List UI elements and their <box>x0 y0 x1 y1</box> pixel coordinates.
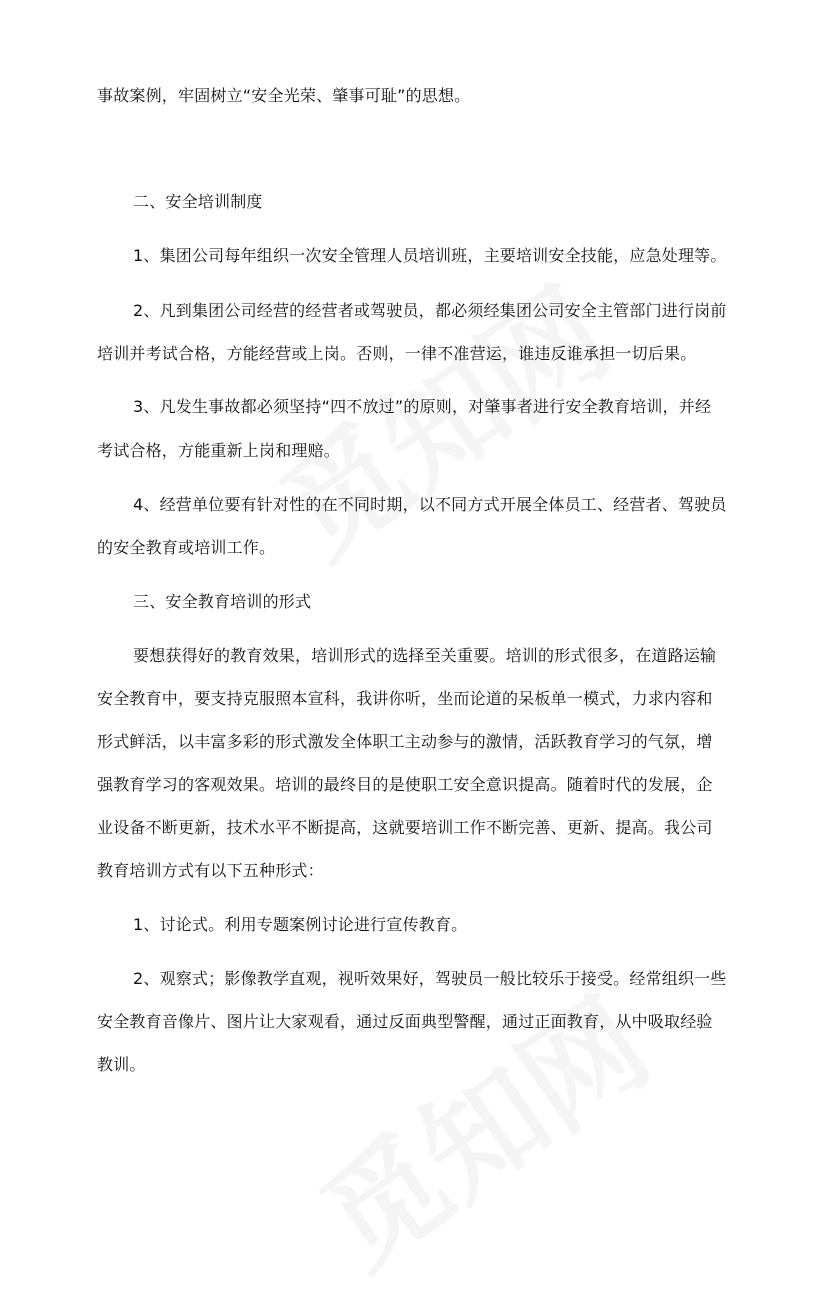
text-line: 事故案例，牢固树立“安全光荣、肇事可耻”的思想。 <box>97 86 471 105</box>
text-line: 要想获得好的教育效果，培训形式的选择至关重要。培训的形式很多，在道路运输 <box>133 646 717 665</box>
text-line: 的安全教育或培训工作。 <box>97 538 276 557</box>
text-line: 安全教育音像片、图片让大家观看，通过反面典型警醒，通过正面教育，从中吸取经验 <box>97 1012 713 1031</box>
text-line: 培训并考试合格，方能经营或上岗。否则，一律不准营运，谁违反谁承担一切后果。 <box>97 344 697 363</box>
text-line: 1、讨论式。利用专题案例讨论进行宣传教育。 <box>133 915 468 934</box>
text-line: 考试合格，方能重新上岗和理赔。 <box>97 441 341 460</box>
watermark <box>283 952 677 1299</box>
text-line: 形式鲜活，以丰富多彩的形式激发全体职工主动参与的激情，活跃教育学习的气氛，增 <box>97 732 713 751</box>
text-line: 3、凡发生事故都必须坚持“四不放过”的原则，对肇事者进行安全教育培训，并经 <box>133 397 712 416</box>
text-line: 4、经营单位要有针对性的在不同时期，以不同方式开展全体员工、经营者、驾驶员 <box>133 495 727 514</box>
text-line: 教育培训方式有以下五种形式： <box>97 861 324 880</box>
text-line: 2、凡到集团公司经营的经营者或驾驶员，都必须经集团公司安全主管部门进行岗前 <box>133 301 727 320</box>
section-heading: 二、安全培训制度 <box>133 192 263 211</box>
text-line: 2、观察式；影像教学直观，视听效果好，驾驶员一般比较乐于接受。经常组织一些 <box>133 969 727 988</box>
text-line: 强教育学习的客观效果。培训的最终目的是使职工安全意识提高。随着时代的发展，企 <box>97 775 713 794</box>
section-heading: 三、安全教育培训的形式 <box>133 592 312 611</box>
text-line: 业设备不断更新，技术水平不断提高，这就要培训工作不断完善、更新、提高。我公司 <box>97 818 713 837</box>
text-line: 安全教育中，要支持克服照本宣科，我讲你听，坐而论道的呆板单一模式，力求内容和 <box>97 689 713 708</box>
text-line: 教训。 <box>97 1055 146 1074</box>
text-line: 1、集团公司每年组织一次安全管理人员培训班，主要培训安全技能，应急处理等。 <box>133 246 727 265</box>
